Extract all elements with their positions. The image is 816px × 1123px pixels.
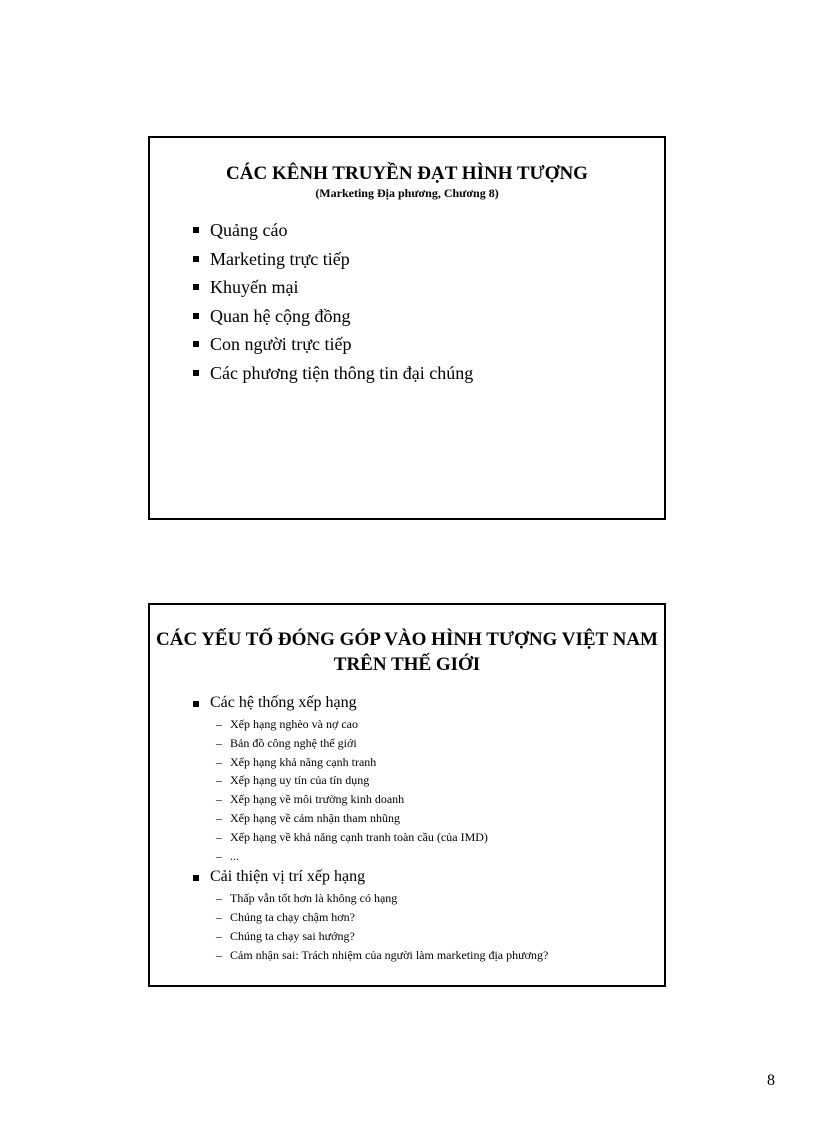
list-item-rankings: [210, 693, 664, 865]
sub-list-item: – ...: [216, 848, 239, 863]
square-bullet-icon: [193, 701, 199, 707]
square-bullet-icon: [193, 370, 199, 376]
sub-list-item: – Xếp hạng nghèo và nợ cao: [216, 717, 358, 731]
sub-list-item: – Chúng ta chạy chậm hơn?: [216, 910, 355, 925]
sub-list-item: – Xếp hạng về cảm nhận tham nhũng: [216, 810, 400, 825]
square-bullet-icon: [193, 341, 199, 347]
slide-title: [150, 627, 664, 677]
sub-list-item: – Xếp hạng uy tín của tín dụng: [216, 773, 370, 788]
sub-list-item: – Cảm nhận sai: Trách nhiệm của người làm marketing địa phương?: [216, 947, 549, 962]
sub-list: [216, 889, 664, 964]
section-heading: Cải thiện vị trí xếp hạng: [210, 868, 366, 886]
sub-list-item: – Xếp hạng về môi trường kinh doanh: [216, 792, 405, 807]
bullet-list: [210, 693, 664, 965]
slide-subtitle: (Marketing Địa phương, Chương 8): [315, 186, 499, 200]
square-bullet-icon: [193, 313, 199, 319]
bullet-list: [210, 216, 664, 388]
slide-title: CÁC KÊNH TRUYỀN ĐẠT HÌNH TƯỢNG: [226, 163, 588, 184]
sub-list-item: – Chúng ta chạy sai hướng?: [216, 928, 355, 943]
sub-list: [216, 715, 664, 865]
section-heading: Các hệ thống xếp hạng: [210, 694, 357, 711]
sub-list-item: – Xếp hạng về khả năng cạnh tranh toàn cầu (của IMD): [216, 829, 488, 844]
list-item-improve-ranking: [210, 867, 664, 964]
title-line-2: TRÊN THẾ GIỚI: [333, 654, 481, 675]
title-line-1: CÁC YẾU TỐ ĐÓNG GÓP VÀO HÌNH TƯỢNG VIỆT NAM: [156, 629, 658, 650]
sub-list-item: – Bản đồ công nghệ thế giới: [216, 735, 357, 750]
square-bullet-icon: [193, 256, 199, 262]
slide-vietnam-image-factors: [148, 603, 666, 987]
page-number: 8: [767, 1072, 775, 1089]
square-bullet-icon: [193, 284, 199, 290]
list-item: Khuyến mại: [210, 273, 664, 302]
list-item: Quan hệ cộng đồng: [210, 302, 664, 331]
slide-communication-channels: [148, 136, 666, 520]
square-bullet-icon: [193, 875, 199, 881]
square-bullet-icon: [193, 227, 199, 233]
list-item: Các phương tiện thông tin đại chúng: [210, 359, 664, 388]
list-item: Con người trực tiếp: [210, 330, 664, 359]
list-item: Quảng cáo: [210, 216, 664, 245]
sub-list-item: – Xếp hạng khả năng cạnh tranh: [216, 754, 377, 769]
sub-list-item: – Thấp vẫn tốt hơn là không có hạng: [216, 891, 398, 906]
list-item: Marketing trực tiếp: [210, 245, 664, 274]
